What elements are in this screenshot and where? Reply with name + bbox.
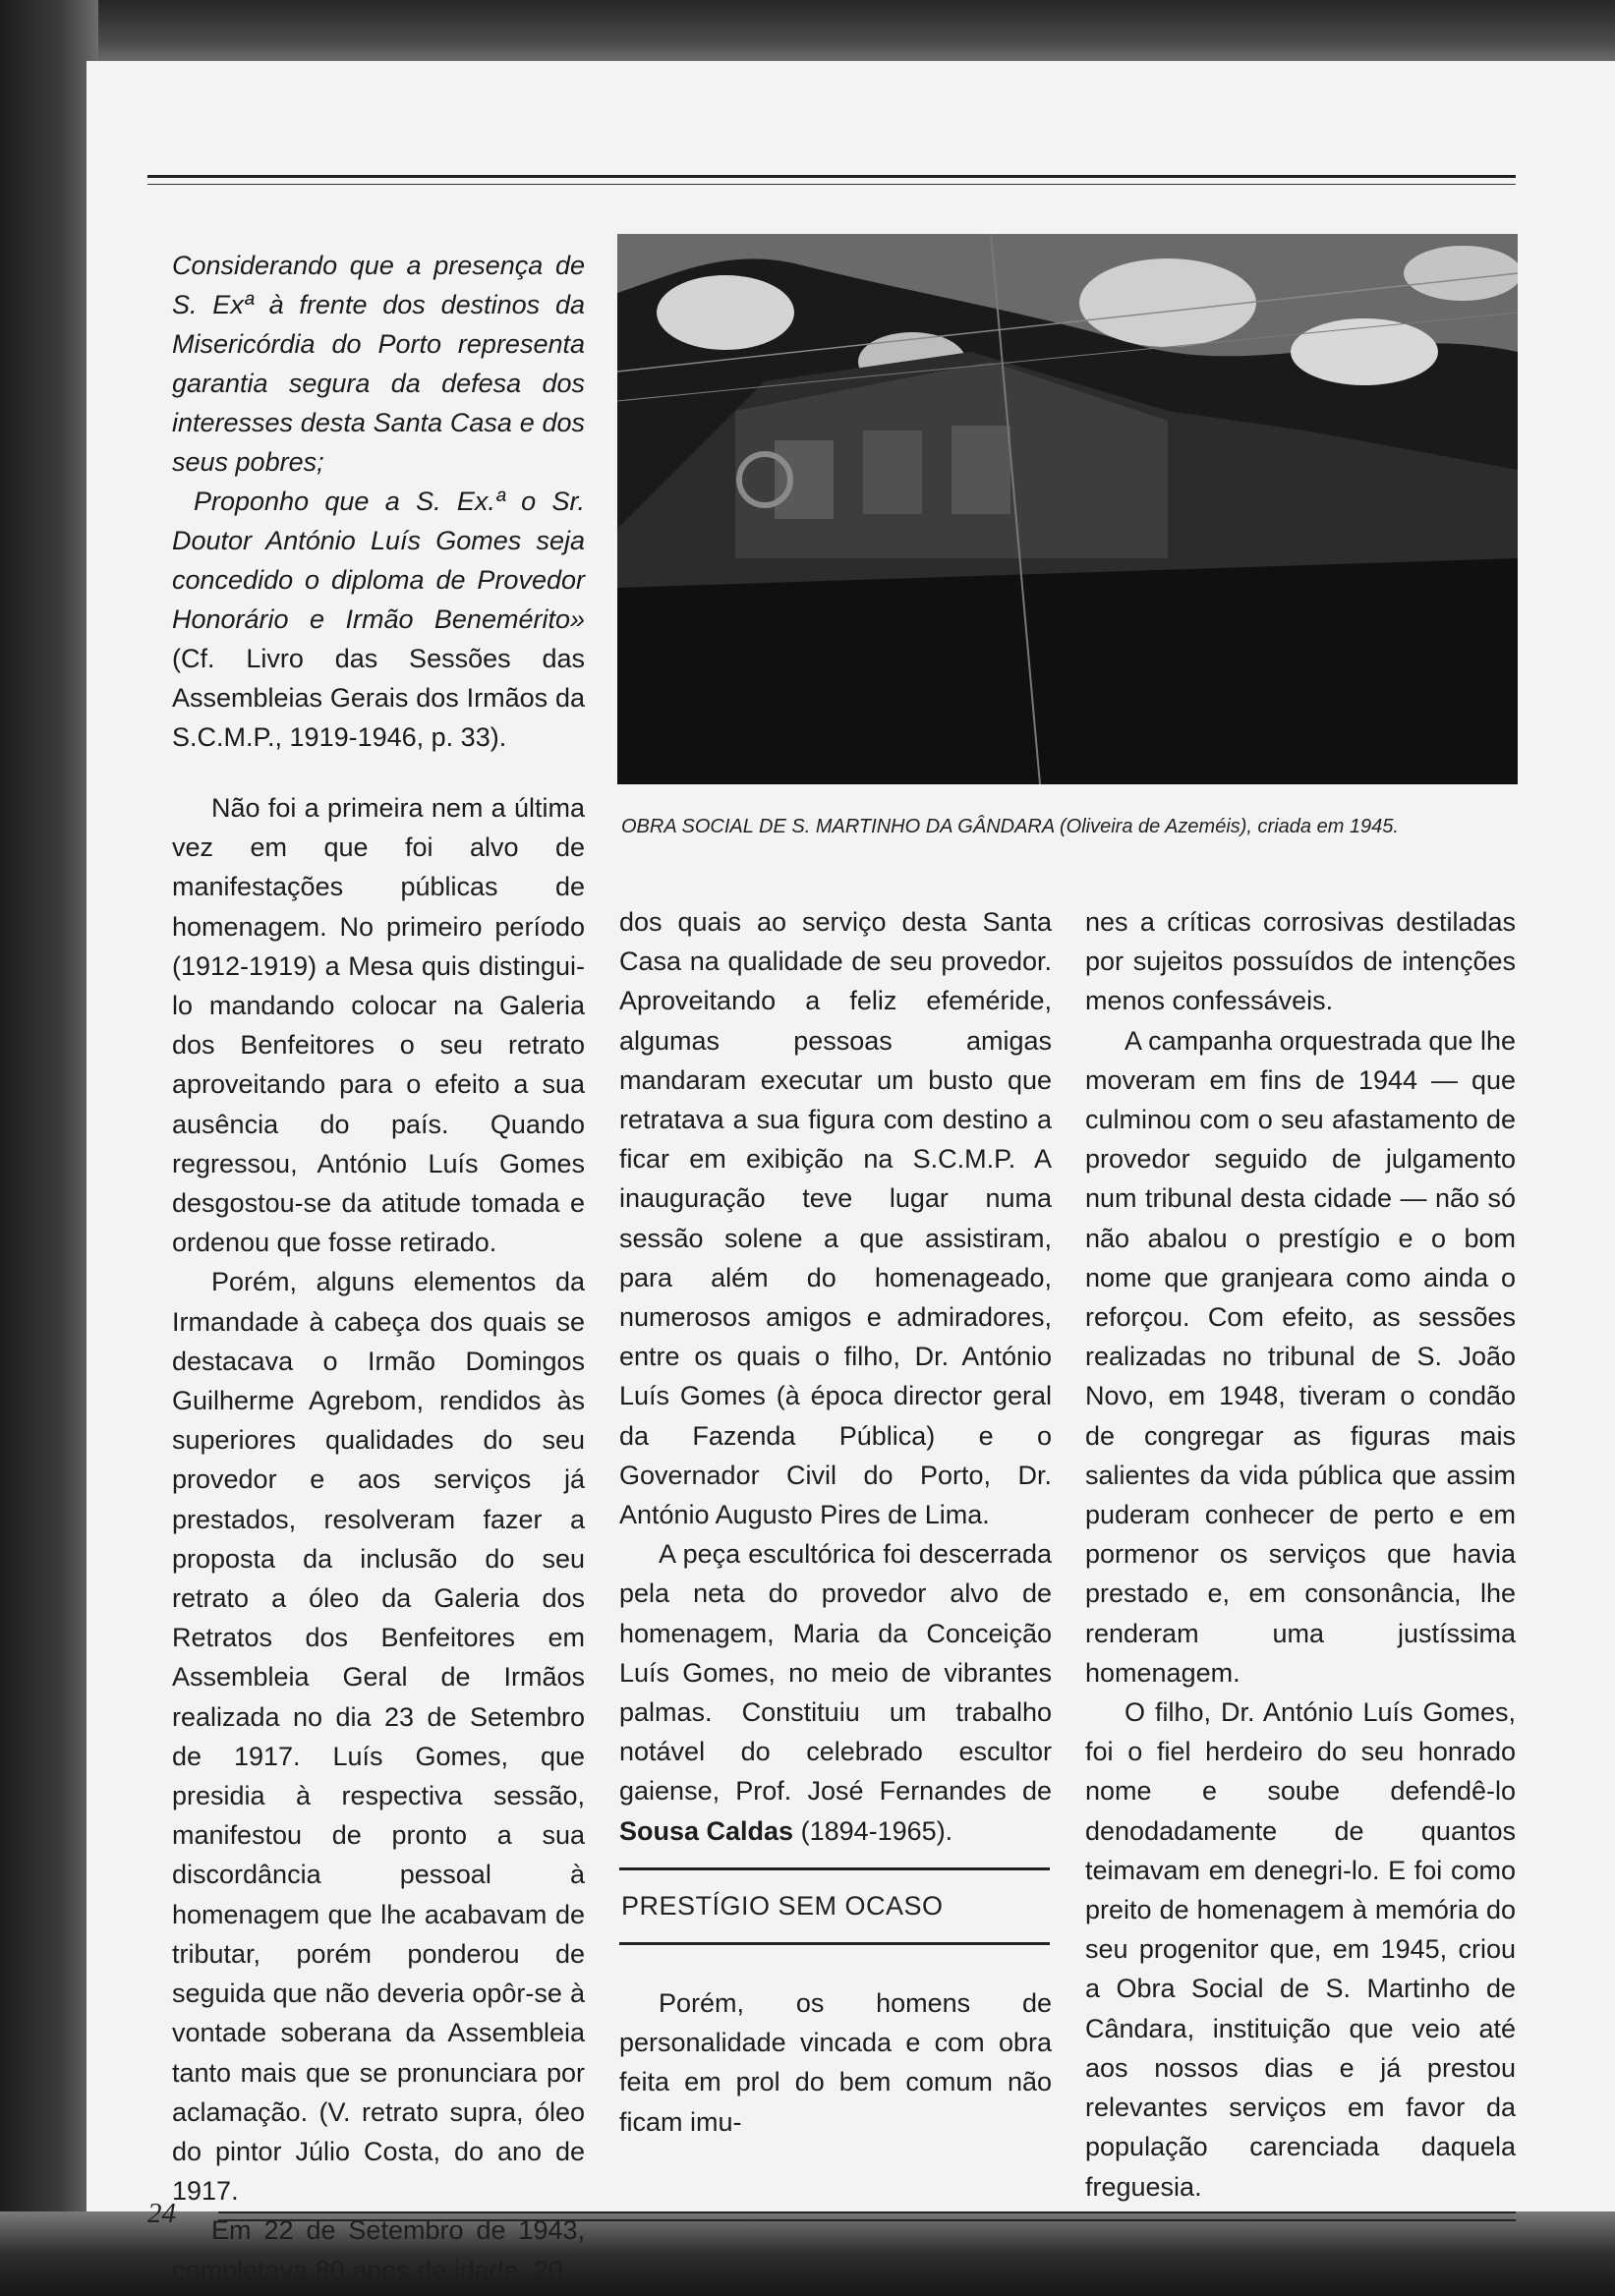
column2-paragraph-3: Porém, os homens de personalidade vincada e com obra feita em prol do bem comum não ficam imu- <box>619 1988 1052 2137</box>
column1-paragraph-2: Porém, alguns elementos da Irmandade à cabeça dos quais se destacava o Irmão Domingos Guilherme Agrebom, rendidos às superiores qualidades do seu provedor e aos serviços já prestados, resolveram fazer a proposta da inclusão do seu retrato a óleo da Galeria dos Retratos dos Benfeitores em Assembleia Geral de Irmãos realizada no dia 23 de Setembro de 1917. Luís Gomes, que presidia à respectiva sessão, manifestou de pronto a sua discordância pessoal à homenagem que lhe acabavam de tributar, porém ponderou de seguida que não deveria opôr-se à vontade soberana da Assembleia tanto mais que se pronunciara por aclamação. (V. retrato supra, óleo do pintor Júlio Costa, do ano de 1917. <box>172 1267 585 2207</box>
scan-border-left <box>0 0 98 2296</box>
building-photo <box>617 234 1518 784</box>
column1-paragraph-3: Em 22 de Setembro de 1943, completava 80 anos de idade, 20 <box>172 2215 585 2285</box>
text-column-3 <box>1085 902 1516 2207</box>
column3-paragraph-2: A campanha orquestrada que lhe moveram em fins de 1944 — que culminou com o seu afastamento de provedor seguido de julgamento num tribunal desta cidade — não só não abalou o prestígio e o bom nome que granjeara como ainda o reforçou. Com efeito, as sessões realizadas no tribunal de S. João Novo, em 1948, tiveram o condão de congregar as figuras mais salientes da vida pública que assim puderam conhecer de perto e em pormenor os serviços que havia prestado e, em consonância, lhe renderam uma justíssima homenagem. <box>1085 1025 1516 1688</box>
section-heading: PRESTÍGIO SEM OCASO <box>621 1891 944 1921</box>
column2-paragraph-2 <box>619 1534 1052 1851</box>
quote-paragraph-2 <box>172 482 585 757</box>
quote-paragraph-1: Considerando que a presença de S. Exª à frente dos destinos da Misericórdia do Porto representa garantia segura da defesa dos interesses desta Santa Casa e dos seus pobres; <box>172 251 585 477</box>
quote-proposal-text: Proponho que a S. Ex.ª o Sr. Doutor António Luís Gomes seja concedido o diploma de Provedor Honorário e Irmão Benemérito» <box>172 487 585 634</box>
sculptor-name: Sousa Caldas <box>619 1815 794 1846</box>
building-photo-image <box>617 234 1518 784</box>
column2-paragraph-2-dates: (1894-1965). <box>793 1815 953 1846</box>
column3-paragraph-1: nes a críticas corrosivas destiladas por sujeitos possuídos de intenções menos confessáveis. <box>1085 907 1516 1016</box>
photo-caption: OBRA SOCIAL DE S. MARTINHO DA GÂNDARA (Oliveira de Azeméis), criada em 1945. <box>621 816 1399 837</box>
text-column-1 <box>172 788 585 2290</box>
column1-paragraph-1: Não foi a primeira nem a última vez em que foi alvo de manifestações públicas de homenagem. No primeiro período (1912-1919) a Mesa quis distingui-lo mandando colocar na Galeria dos Benfeitores o seu retrato aproveitando para o efeito a sua ausência do país. Quando regressou, António Luís Gomes desgostou-se da atitude tomada e ordenou que fosse retirado. <box>172 793 585 1258</box>
section-rule-top <box>619 1867 1050 1871</box>
quote-citation: (Cf. Livro das Sessões das Assembleias Gerais dos Irmãos da S.C.M.P., 1919-1946, p. 33). <box>172 644 585 752</box>
header-rule <box>147 175 1516 185</box>
text-column-2 <box>619 902 1052 1851</box>
column2-paragraph-2-text: A peça escultórica foi descerrada pela neta do provedor alvo de homenagem, Maria da Conceição Luís Gomes, no meio de vibrantes palmas. Constituiu um trabalho notável do celebrado escultor gaiense, Prof. José Fernandes de <box>619 1539 1052 1807</box>
column2-paragraph-1: dos quais ao serviço desta Santa Casa na qualidade de seu provedor. Aproveitando a feliz efeméride, algumas pessoas amigas mandaram executar um busto que retratava a sua figura com destino a ficar em exibição na S.C.M.P. A inauguração teve lugar numa sessão solene a que assistiram, para além do homenageado, numerosos amigos e admiradores, entre os quais o filho, Dr. António Luís Gomes (à época director geral da Fazenda Pública) e o Governador Civil do Porto, Dr. António Augusto Pires de Lima. <box>619 907 1052 1530</box>
text-column-2-continued <box>619 1983 1052 2142</box>
page-number: 24 <box>147 2198 176 2229</box>
quoted-proposal <box>172 246 585 757</box>
footer-rule <box>218 2211 1516 2221</box>
column3-paragraph-3: O filho, Dr. António Luís Gomes, foi o fiel herdeiro do seu honrado nome e soube defendê-lo denodadamente de quantos teimavam em denegri-lo. E foi como preito de homenagem à memória do seu progenitor que, em 1945, criou a Obra Social de S. Martinho de Cândara, instituição que veio até aos nossos dias e já prestou relevantes serviços em favor da população carenciada daquela freguesia. <box>1085 1697 1516 2202</box>
section-rule-bottom <box>619 1942 1050 1946</box>
